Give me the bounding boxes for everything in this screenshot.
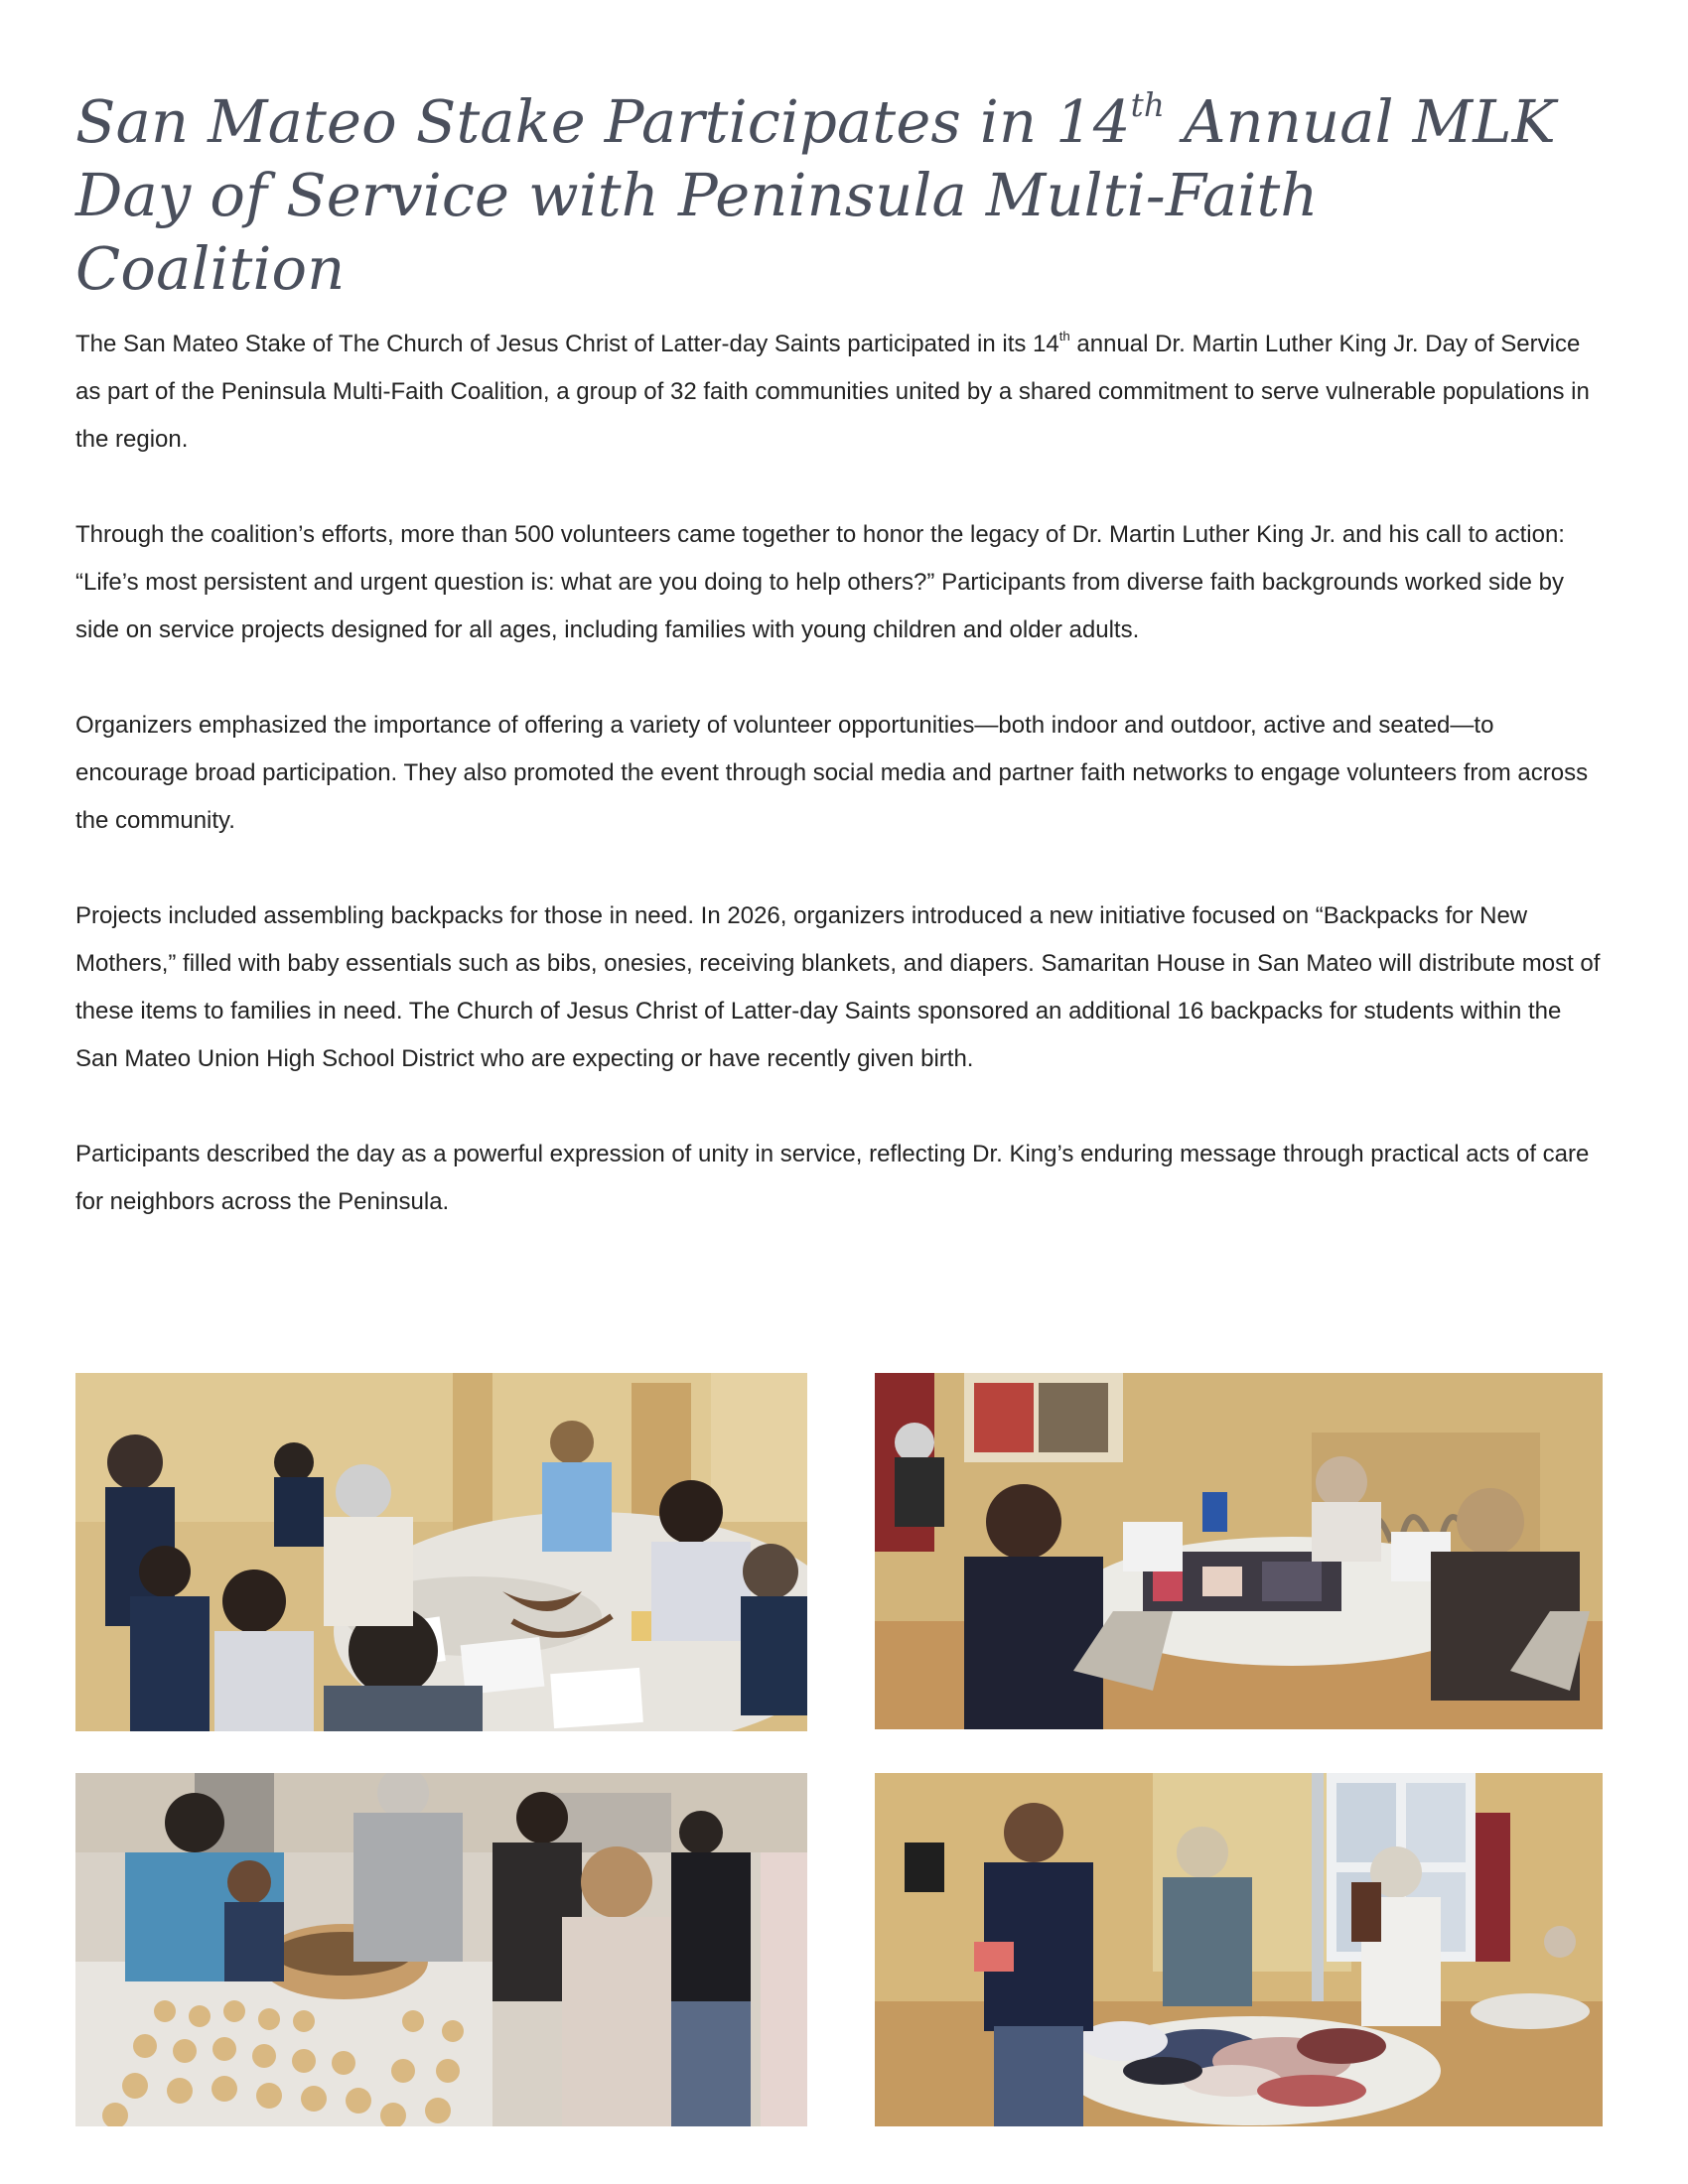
- photo-volunteers-sewing: [875, 1373, 1603, 1729]
- title-text-part1: San Mateo Stake Participates in 14: [75, 87, 1131, 156]
- article-title: [75, 85, 1605, 306]
- article-body: [75, 321, 1610, 1274]
- paragraph-5: Participants described the day as a powerful expression of unity in service, reflecting Dr. King’s enduring message through practical acts of care for neighbors across the Peninsula.: [75, 1141, 1590, 1215]
- paragraph-1-ordinal-suffix: th: [1058, 329, 1070, 344]
- paragraph-1-part1: The San Mateo Stake of The Church of Jesus Christ of Latter-day Saints participated in its 14: [75, 331, 1059, 357]
- photo-volunteers-crafting-at-tables: [75, 1373, 807, 1731]
- photo-volunteers-sorting-fabric: [875, 1773, 1603, 2126]
- paragraph-1-part2: annual Dr. Martin Luther King Jr. Day of Service as part of the Peninsula Multi-Faith Coalition, a group of 32 faith communities united by a shared commitment to serve vulnerable populations in the region.: [75, 331, 1590, 453]
- paragraph-1: [75, 321, 1610, 464]
- paragraph-2: Through the coalition’s efforts, more than 500 volunteers came together to honor the legacy of Dr. Martin Luther King Jr. and his call to action: “Life’s most persistent and urgent question is: what are you doing to help others?” Participants from diverse faith backgrounds worked side by side on service projects designed for all ages, including families with young children and older adults.: [75, 521, 1565, 643]
- title-text-part2: Annual MLK Day of Service with Peninsula Multi-Faith Coalition: [75, 87, 1556, 303]
- photo-volunteers-making-cookies: [75, 1773, 807, 2126]
- title-ordinal-suffix: th: [1130, 86, 1165, 125]
- paragraph-3: Organizers emphasized the importance of offering a variety of volunteer opportunities—both indoor and outdoor, active and seated—to encourage broad participation. They also promoted the event through social media and partner faith networks to engage volunteers from across the community.: [75, 712, 1589, 834]
- paragraph-4: Projects included assembling backpacks for those in need. In 2026, organizers introduced a new initiative focused on “Backpacks for New Mothers,” filled with baby essentials such as bibs, onesies, receiving blankets, and diapers. Samaritan House in San Mateo will distribute most of these items to families in need. The Church of Jesus Christ of Latter-day Saints sponsored an additional 16 backpacks for students within the San Mateo Union High School District who are expecting or have recently given birth.: [75, 902, 1601, 1072]
